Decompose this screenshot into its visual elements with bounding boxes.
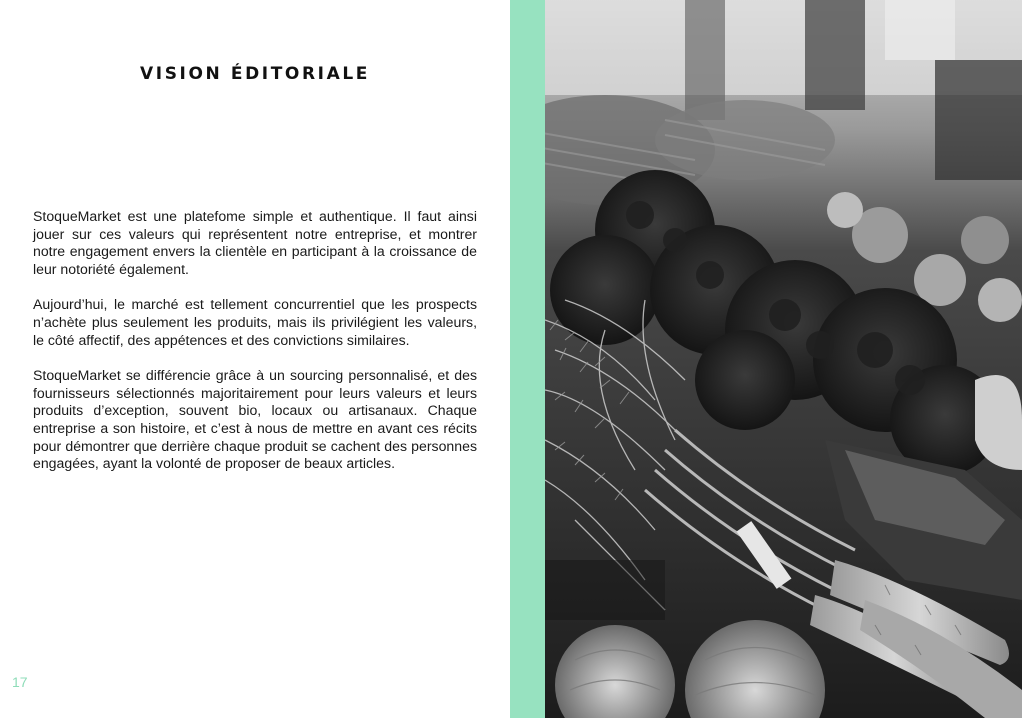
accent-band [510,0,545,718]
paragraph-2: Aujourd’hui, le marché est tellement concurrentiel que les prospects n’achète plus seulement les produits, mais ils privilégient les valeurs, le côté affectif, des appétences et des convictions similaires. [33,296,477,348]
page-number: 17 [12,674,28,690]
text-panel [0,0,510,718]
body-text [33,208,477,491]
paragraph-1: StoqueMarket est une platefome simple et authentique. Il faut ainsi jouer sur ces valeurs qui représentent notre entreprise, et montrer notre engagement envers la clientèle en participant à la croissance de leur notoriété également. [33,208,477,278]
vegetables-market-photo [545,0,1022,718]
page-title: VISION ÉDITORIALE [140,64,370,84]
paragraph-3: StoqueMarket se différencie grâce à un sourcing personnalisé, et des fournisseurs sélectionnés majoritairement pour leurs valeurs et leurs produits d’exception, souvent bio, locaux ou artisanaux. Chaque entreprise a son histoire, et c’est à nous de mettre en avant ces récits pour démontrer que derrière chaque produit se cachent des personnes engagées, ayant la volonté de proposer de beaux articles. [33,366,477,472]
